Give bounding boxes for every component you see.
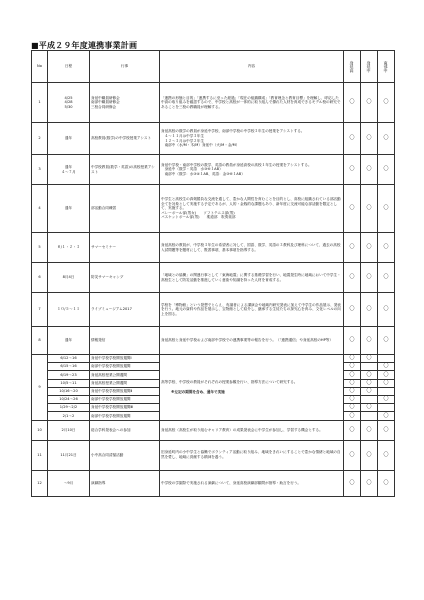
mark-minobu-high: 〇	[344, 155, 361, 185]
header-event: 行事	[90, 51, 160, 83]
mark-minobu-high: 〇	[344, 363, 361, 371]
row-event: 防災サマーキャンプ	[90, 263, 160, 293]
mark-nanbu-middle: 〇	[378, 412, 395, 420]
table-row	[32, 440, 395, 470]
mark-minobu-middle: 〇	[361, 327, 378, 355]
row9-note: ※左記の期間を含め、通年で実施	[171, 389, 225, 394]
mark-minobu-high: 〇	[344, 185, 361, 233]
row-date: ８/１・２・３	[48, 233, 90, 263]
row9-content-text: 高等学校、中学校の教員がそれぞれの授業参観を行い、指導方法について研究する。	[161, 380, 298, 385]
row-event: 身延中学校学校開放週間Ⅲ	[90, 404, 160, 412]
row-date: ～9月	[48, 470, 90, 496]
row-event: 南部中学校学校開放週間	[90, 395, 160, 403]
row-date: 2/1～2	[48, 412, 90, 420]
row-no: 9	[32, 355, 48, 421]
mark-nanbu-middle: 〇	[378, 440, 395, 470]
events-table	[31, 50, 395, 497]
row-content: 身延高校の教員が、中学校３年生の希望者に対して、国語、数学、英語の３教科及び理科について、過去の高校入試問題等を題材にして、既習事項、基本事項を指導する。	[160, 233, 344, 263]
mark-minobu-high: 〇	[344, 470, 361, 496]
table-row	[32, 123, 395, 155]
row-event: 身延中学校学校開放週間Ⅱ	[90, 387, 160, 395]
row-event: ライブミュージアム2017	[90, 293, 160, 327]
mark-minobu-middle: 〇	[361, 233, 378, 263]
mark-minobu-high: 〇	[344, 263, 361, 293]
row-date: 2月10日	[48, 420, 90, 440]
header-minobu-high: 身延高	[344, 51, 361, 83]
row-event: 身延高校授業公開週間	[90, 379, 160, 387]
row-content: 旧身延町内の小中学生と協働でボランティア活動に取り組み、地域をきれいにすることで豊かな情緒と地域の自然を愛し、地域に貢献する精神を養う。	[160, 440, 344, 470]
mark-minobu-middle	[361, 395, 378, 403]
row-date: 11月21日	[48, 440, 90, 470]
mark-minobu-high: 〇	[344, 387, 361, 395]
mark-nanbu-middle: 〇	[378, 123, 395, 155]
row-event: 演劇指導	[90, 470, 160, 496]
mark-nanbu-middle: 〇	[378, 155, 395, 185]
mark-nanbu-middle: 〇	[378, 470, 395, 496]
mark-nanbu-middle: 〇	[378, 379, 395, 387]
row-date: １０/５～１１	[48, 293, 90, 327]
table-row	[32, 155, 395, 185]
row-date: 6/12～16	[48, 355, 90, 363]
row-no: 7	[32, 293, 48, 327]
mark-minobu-high: 〇	[344, 123, 361, 155]
mark-minobu-middle	[361, 363, 378, 371]
row-event: サマーセミナー	[90, 233, 160, 263]
mark-nanbu-middle: 〇	[378, 327, 395, 355]
row-event: 中学校教員(数学・英語)の高校授業アシスト	[90, 155, 160, 185]
row-event: 身延高校授業公開週間	[90, 371, 160, 379]
table-row	[32, 293, 395, 327]
row-event: 南部中学校学校開放週間	[90, 412, 160, 420]
mark-nanbu-middle: 〇	[378, 263, 395, 293]
mark-minobu-high: 〇	[344, 404, 361, 412]
row-date: 6/15～16	[48, 363, 90, 371]
row-content: 身延中学校・南部中学校の数学、英語の教員が身延高校の高校１年生の授業をアシストする。 身延中（数学・英語 水③⑥１AB） 南部中（数学：水③④１AB、英語：金③⑥１AB）	[160, 155, 344, 185]
row-event: 南部中学校学校開放週間	[90, 363, 160, 371]
mark-minobu-high: 〇	[344, 355, 361, 363]
mark-nanbu-middle	[378, 404, 395, 412]
row-no: 2	[32, 123, 48, 155]
mark-nanbu-middle: 〇	[378, 395, 395, 403]
row-content: 中学校の学園祭で実施される演劇について、身延高校演劇部顧問が指導・助言を行う。	[160, 470, 344, 496]
row-content: 「地域との協働」の関連行事として「東海地震」に関する基礎学習を行い、地震発生時に地域において中学生・高校生として防災活動を推進していく意欲や知識を持った人材を育成する。	[160, 263, 344, 293]
mark-nanbu-middle: 〇	[378, 83, 395, 123]
row-no: 10	[32, 420, 48, 440]
row-no: 4	[32, 185, 48, 233]
row-event: 身延中職員研修会 南部中職員研修会 三校合同研修会	[90, 83, 160, 123]
row-date: 通年 ４～７月	[48, 155, 90, 185]
mark-minobu-middle: 〇	[361, 355, 378, 363]
row-content: 「連携の形態と目的」「連携するに至った経過」「現在の組織構成」「教育理念と教育目標」を理解し、呼応した中高の取り組みを確認するので、中学校と高校が一体的に取り組んで優れた人材を育成できるモデル校の研究であることを三校の教職員が理解する。	[160, 83, 344, 123]
row-event: 身延中学校学校開放週間Ⅰ	[90, 355, 160, 363]
mark-minobu-middle: 〇	[361, 263, 378, 293]
mark-minobu-middle: 〇	[361, 155, 378, 185]
row-event: 部活動合同練習	[90, 185, 160, 233]
page-title: ■平成２９年度連携事業計画	[31, 41, 138, 50]
header-no: No	[32, 51, 48, 83]
row-date: 10/24～26	[48, 395, 90, 403]
mark-nanbu-middle: 〇	[378, 233, 395, 263]
header-content: 内容	[160, 51, 344, 83]
table-row	[32, 83, 395, 123]
row-date: 1/29～2/2	[48, 404, 90, 412]
row-event: 高校教員(数学)の中学校授業アシスト	[90, 123, 160, 155]
mark-minobu-middle: 〇	[361, 83, 378, 123]
row-content: 身延高校（高校生が取り組むキャリア教育）の成果発表会に中学生が参加し、学習する機会とする。	[160, 420, 344, 440]
row-date: 4/25 4/28 5/30	[48, 83, 90, 123]
row-no: 5	[32, 233, 48, 263]
table-row	[32, 185, 395, 233]
mark-nanbu-middle: 〇	[378, 185, 395, 233]
row-content: 学校を「博物館」という発想でとらえ、有識者による講演会や地域内研究発表に加えて中学生の作品展示、発表を行う。地元の資料や作品を展示し、宝物館として紹介し、継承する生徒たちの探究心を育み、文化レベルの向上を図る。	[160, 293, 344, 327]
row-no: 1	[32, 83, 48, 123]
mark-nanbu-middle: 〇	[378, 420, 395, 440]
mark-nanbu-middle	[378, 387, 395, 395]
row-content	[160, 355, 344, 421]
mark-minobu-middle: 〇	[361, 420, 378, 440]
table-row	[32, 233, 395, 263]
mark-minobu-middle: 〇	[361, 379, 378, 387]
mark-minobu-middle: 〇	[361, 470, 378, 496]
mark-minobu-middle: 〇	[361, 185, 378, 233]
mark-nanbu-middle	[378, 355, 395, 363]
row-date: 通年	[48, 185, 90, 233]
mark-minobu-middle: 〇	[361, 371, 378, 379]
mark-nanbu-middle: 〇	[378, 293, 395, 327]
row-event: 小中高合同清掃活動	[90, 440, 160, 470]
header-nanbu-middle: 南部中	[378, 51, 395, 83]
table-row	[32, 470, 395, 496]
mark-minobu-high: 〇	[344, 379, 361, 387]
row-date: 10/5～11	[48, 379, 90, 387]
mark-minobu-middle: 〇	[361, 293, 378, 327]
row-no: 3	[32, 155, 48, 185]
mark-minobu-high: 〇	[344, 395, 361, 403]
mark-minobu-high: 〇	[344, 420, 361, 440]
mark-minobu-middle: 〇	[361, 440, 378, 470]
row-date: 6/19～23	[48, 371, 90, 379]
row-content: 身延高校と身延中学校および南部中学校での連携事業等の報告を行う。（「連携通信」や身延高校のHP等）	[160, 327, 344, 355]
mark-minobu-high: 〇	[344, 327, 361, 355]
row-event: 情報発信	[90, 327, 160, 355]
mark-minobu-high: 〇	[344, 83, 361, 123]
mark-minobu-high: 〇	[344, 371, 361, 379]
mark-minobu-high: 〇	[344, 412, 361, 420]
row-date: 8月4日	[48, 263, 90, 293]
mark-minobu-high: 〇	[344, 440, 361, 470]
mark-minobu-middle	[361, 412, 378, 420]
table-row	[32, 420, 395, 440]
row-no: 8	[32, 327, 48, 355]
header-row	[32, 51, 395, 83]
header-date: 日程	[48, 51, 90, 83]
row-date: 10/16～20	[48, 387, 90, 395]
table-row	[32, 263, 395, 293]
row-content: 身延高校の数学の教員が身延中学校、南部中学校の中学校３年生の授業をアシストする。 ４～１１月は中学３年生 １２～３月は中学２年生 南部中（水/M・木/M）身延中（火/M・金/M）	[160, 123, 344, 155]
mark-minobu-middle: 〇	[361, 123, 378, 155]
row-date: 通年	[48, 123, 90, 155]
row-event: 総合学科発表会への参加	[90, 420, 160, 440]
row-no: 11	[32, 440, 48, 470]
table-row	[32, 355, 395, 363]
mark-minobu-middle: 〇	[361, 404, 378, 412]
mark-minobu-high: 〇	[344, 293, 361, 327]
table-row	[32, 327, 395, 355]
row-no: 12	[32, 470, 48, 496]
header-minobu-middle: 身延中	[361, 51, 378, 83]
row-content: 中学生と高校生の真剣勝負な交流を通して、豊かな人間性を育むことを目的とし、高校に組織されている部活動全てを対象として実施する予定であるが、人的・金銭的な課題もあり、新年度に交流可能な部活動を限定として、実施する。 バレーボール部(男女) ソフトテニス部(男) バスケットボール部(男) 柔道部 吹奏楽部	[160, 185, 344, 233]
row-date: 通年	[48, 327, 90, 355]
mark-minobu-high: 〇	[344, 233, 361, 263]
mark-minobu-middle: 〇	[361, 387, 378, 395]
mark-nanbu-middle: 〇	[378, 371, 395, 379]
mark-nanbu-middle: 〇	[378, 363, 395, 371]
row-no: 6	[32, 263, 48, 293]
